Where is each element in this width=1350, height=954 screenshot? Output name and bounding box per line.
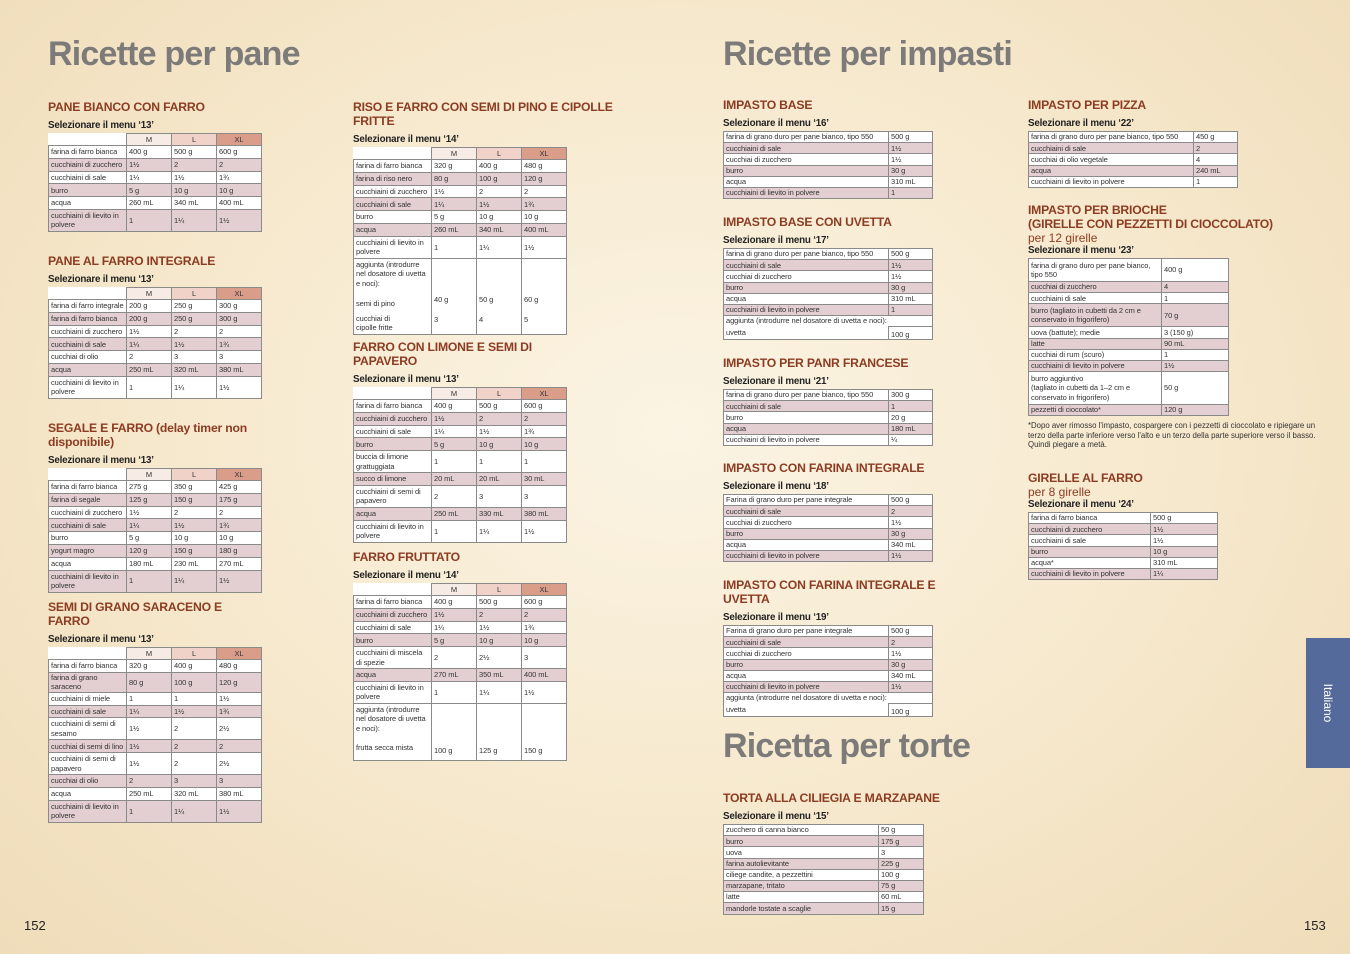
recipe-r2 (48, 254, 263, 399)
menu-label: Selezionare il menu ‘13’ (48, 455, 154, 466)
table-row: latte 60 mL (724, 892, 924, 903)
table-row: cucchiaini di sale 1½ (1029, 535, 1218, 546)
table-row: farina di grano duro per pane bianco, tipo 550 500 g (724, 249, 933, 260)
menu-label: Selezionare il menu ‘17’ (723, 235, 829, 246)
table-row: succo di limone 20 mL 20 mL 30 mL (354, 473, 567, 486)
recipe-table (1028, 512, 1218, 580)
recipe-r1 (48, 100, 263, 232)
menu-label: Selezionare il menu ‘22’ (1028, 118, 1134, 129)
table-row: cucchiaini di sale 1¼ 1½ 1¾ (354, 425, 567, 438)
table-row-extra: uvetta 100 g (724, 704, 933, 717)
menu-label: Selezionare il menu ‘14’ (353, 570, 459, 581)
table-row: acqua 260 mL 340 mL 400 mL (49, 197, 262, 210)
recipe-table (723, 131, 933, 199)
size-l: L (172, 648, 217, 660)
recipe-title: IMPASTO PER BRIOCHE (GIRELLE CON PEZZETTI DI CIOCCOLATO) (1028, 203, 1273, 231)
table-row: burro 10 g (1029, 546, 1218, 557)
table-row: farina di farro integrale 200 g 250 g 300 g (49, 300, 262, 313)
table-row: burro 20 g (724, 412, 933, 423)
table-row: cucchiai di zucchero 1½ (724, 648, 933, 659)
table-row: buccia di limone grattuggiata 1 1 1 (354, 451, 567, 473)
recipe-subtitle: per 8 girelle (1028, 485, 1091, 499)
table-row: acqua 260 mL 340 mL 400 mL (354, 223, 567, 236)
table-row: cucchiaini di zucchero 1½ 2 2 (354, 185, 567, 198)
size-l: L (477, 148, 522, 160)
table-row: cucchiaini di zucchero 1½ 2 2 (354, 412, 567, 425)
table-row: acqua* 310 mL (1029, 557, 1218, 568)
menu-label: Selezionare il menu ‘13’ (48, 120, 154, 131)
recipe-r7 (353, 550, 593, 761)
table-row: pezzetti di cioccolato* 120 g (1029, 405, 1229, 416)
table-row: acqua 340 mL (724, 539, 933, 550)
table-row: cucchiaini di miscela di spezie 2 2½ 3 (354, 647, 567, 669)
table-row: cucchiai di rum (scuro) 1 (1029, 349, 1229, 360)
table-row: cucchiaini di zucchero 1½ 2 2 (354, 608, 567, 621)
menu-label: Selezionare il menu ‘16’ (723, 118, 829, 129)
table-row: cucchiaini di sale 1¼ 1½ 1¾ (49, 519, 262, 532)
size-l: L (172, 134, 217, 146)
language-tab[interactable] (1306, 638, 1350, 768)
size-xl: XL (522, 148, 567, 160)
table-row: burro 30 g (724, 528, 933, 539)
recipe-t1 (723, 791, 983, 915)
recipe-p3 (1028, 471, 1268, 580)
menu-label: Selezionare il menu ‘13’ (48, 634, 154, 645)
table-row: farina di riso nero 80 g 100 g 120 g (354, 172, 567, 185)
recipe-subtitle: per 12 girelle (1028, 231, 1098, 245)
table-row: cucchiaini di zucchero 1½ 2 2 (49, 158, 262, 171)
table-row: burro 30 g (724, 165, 933, 176)
recipe-i2 (723, 215, 983, 340)
size-l: L (172, 469, 217, 481)
table-row: cucchiaini di lievito in polvere 1 1¼ 1½ (354, 681, 567, 703)
recipe-title: TORTA ALLA CILIEGIA E MARZAPANE (723, 791, 940, 805)
table-row: marzapane, tritato 75 g (724, 880, 924, 891)
size-m: M (127, 469, 172, 481)
table-row: cucchiaini di zucchero 1½ 2 2 (49, 506, 262, 519)
table-row: cucchiaini di lievito in polvere 1 1¼ 1½ (49, 570, 262, 592)
table-row: cucchiaini di sale 2 (724, 506, 933, 517)
recipe-r6 (353, 340, 593, 543)
table-row: farina di grano saraceno 80 g 100 g 120 g (49, 672, 262, 692)
menu-label: Selezionare il menu ‘15’ (723, 811, 829, 822)
size-l: L (477, 388, 522, 400)
table-row: cucchiaini di sale 1½ (724, 143, 933, 154)
table-row: Farina di grano duro per pane integrale 500 g (724, 626, 933, 637)
recipe-title: IMPASTO CON FARINA INTEGRALE E UVETTA (723, 578, 936, 606)
recipe-i3 (723, 356, 983, 446)
table-row: ciliege candite, a pezzettini 100 g (724, 869, 924, 880)
size-xl: XL (217, 648, 262, 660)
table-row: acqua 310 mL (724, 293, 933, 304)
table-row: acqua 340 mL (724, 670, 933, 681)
table-row: cucchiaini di lievito in polvere ¼ (724, 434, 933, 445)
recipe-table (1028, 131, 1238, 188)
table-row-extra: aggiunta (introdurre nel dosatore di uvetta e noci): (724, 693, 933, 704)
table-row: cucchiaini di lievito in polvere 1 (724, 187, 933, 198)
page-title-left: Ricette per pane (48, 35, 300, 73)
page-number-right: 153 (1304, 918, 1326, 933)
menu-label: Selezionare il menu ‘24’ (1028, 499, 1134, 510)
table-row-extra: aggiunta (introdurre nel dosatore di uvetta e noci): semi di pino cucchiai di cipolle fritte 40 g 3 50 g 4 60 g 5 (354, 258, 567, 335)
recipe-title: PANE AL FARRO INTEGRALE (48, 254, 216, 268)
recipe-p2 (1028, 203, 1318, 450)
table-row: cucchiai di zucchero 1½ (724, 517, 933, 528)
table-row: cucchiaini di lievito in polvere 1 (1029, 176, 1238, 187)
size-m: M (127, 648, 172, 660)
recipe-table (723, 625, 933, 717)
menu-label: Selezionare il menu ‘13’ (48, 274, 154, 285)
recipe-table (48, 468, 262, 593)
recipe-table (48, 647, 262, 823)
table-row: farina autolievitante 225 g (724, 858, 924, 869)
table-row: cucchiai di zucchero 1½ (724, 271, 933, 282)
table-row: farina di farro bianca 320 g 400 g 480 g (354, 160, 567, 173)
table-row-extra: aggiunta (introdurre nel dosatore di uvetta e noci): (724, 316, 933, 327)
recipe-table (353, 147, 567, 335)
size-m: M (127, 134, 172, 146)
table-row: cucchiaini di lievito in polvere 1 1¼ 1½ (49, 800, 262, 822)
table-row: farina di farro bianca 320 g 400 g 480 g (49, 660, 262, 673)
table-row: cucchiaini di sale 2 (1029, 143, 1238, 154)
table-row: cucchiaini di zucchero 1½ 2 2 (49, 325, 262, 338)
size-xl: XL (217, 288, 262, 300)
table-row: cucchiaini di lievito in polvere 1 1¼ 1½ (354, 236, 567, 258)
recipe-i5 (723, 578, 983, 717)
table-row: farina di grano duro per pane bianco, tipo 550 400 g (1029, 259, 1229, 282)
table-row: cucchiaini di zucchero 1½ (1029, 524, 1218, 535)
menu-label: Selezionare il menu ‘18’ (723, 481, 829, 492)
table-row: burro 5 g 10 g 10 g (49, 532, 262, 545)
table-row: cucchiai di olio vegetale 4 (1029, 154, 1238, 165)
table-row: cucchiaini di lievito in polvere 1 1¼ 1½ (49, 376, 262, 398)
table-row: cucchiaini di sale 1 (1029, 293, 1229, 304)
recipe-title: FARRO CON LIMONE E SEMI DI PAPAVERO (353, 340, 532, 368)
page-title-right: Ricette per impasti (723, 35, 1013, 73)
recipe-title: IMPASTO CON FARINA INTEGRALE (723, 461, 925, 475)
recipe-title: GIRELLE AL FARRO (1028, 471, 1143, 485)
table-row: cucchiaini di lievito in polvere 1 1¼ 1½ (354, 520, 567, 542)
recipe-title: SEGALE E FARRO (delay timer non disponibile) (48, 421, 247, 449)
recipe-title: RISO E FARRO CON SEMI DI PINO E CIPOLLE FRITTE (353, 100, 613, 128)
table-row: cucchiaini di sale 1½ (724, 260, 933, 271)
recipe-title: IMPASTO PER PANR FRANCESE (723, 356, 909, 370)
table-row: cucchiaini di miele 1 1 1½ (49, 692, 262, 705)
table-row: burro 30 g (724, 282, 933, 293)
size-xl: XL (217, 134, 262, 146)
recipe-table (48, 287, 262, 399)
table-row: farina di farro bianca 200 g 250 g 300 g (49, 312, 262, 325)
table-row: Farina di grano duro per pane integrale 500 g (724, 495, 933, 506)
table-row: burro 175 g (724, 836, 924, 847)
menu-label: Selezionare il menu ‘13’ (353, 374, 459, 385)
table-row: burro 30 g (724, 659, 933, 670)
size-l: L (477, 584, 522, 596)
table-row: burro 5 g 10 g 10 g (354, 438, 567, 451)
table-row: uova (battute); medie 3 (150 g) (1029, 327, 1229, 338)
recipe-title: IMPASTO PER PIZZA (1028, 98, 1147, 112)
table-row: acqua 180 mL 230 mL 270 mL (49, 557, 262, 570)
table-row: acqua 270 mL 350 mL 400 mL (354, 669, 567, 682)
size-xl: XL (522, 388, 567, 400)
table-row: cucchiaini di semi di papavero 2 3 3 (354, 485, 567, 507)
size-xl: XL (522, 584, 567, 596)
recipe-note: *Dopo aver rimosso l'impasto, cospargere con i pezzetti di cioccolato e ripiegare un terzo della parte inferiore verso l'alto e un terzo della parte superiore verso il basso. Quindi piegare a metà. (1028, 421, 1316, 450)
recipe-title: IMPASTO BASE CON UVETTA (723, 215, 892, 229)
table-row: cucchiaini di sale 1¼ 1½ 1¾ (49, 705, 262, 718)
table-row: farina di farro bianca 275 g 350 g 425 g (49, 481, 262, 494)
table-row: cucchiaini di lievito in polvere 1½ (1029, 360, 1229, 371)
recipe-table (353, 387, 567, 543)
recipe-title: IMPASTO BASE (723, 98, 813, 112)
table-row: farina di grano duro per pane bianco, tipo 550 300 g (724, 390, 933, 401)
table-row: farina di grano duro per pane bianco, tipo 550 500 g (724, 132, 933, 143)
size-m: M (432, 584, 477, 596)
table-row: cucchiaini di sale 1¼ 1½ 1¾ (49, 338, 262, 351)
recipe-table (723, 248, 933, 340)
table-row: acqua 180 mL (724, 423, 933, 434)
table-row: mandorle tostate a scaglie 15 g (724, 903, 924, 914)
recipe-title: SEMI DI GRANO SARACENO E FARRO (48, 600, 222, 628)
size-xl: XL (217, 469, 262, 481)
table-row: farina di farro bianca 400 g 500 g 600 g (354, 400, 567, 413)
page-number-left: 152 (24, 918, 46, 933)
menu-label: Selezionare il menu ‘14’ (353, 134, 459, 145)
table-row: zucchero di canna bianco 50 g (724, 825, 924, 836)
table-row: cucchiaini di lievito in polvere 1½ (724, 550, 933, 561)
table-row: cucchiai di zucchero 1½ (724, 154, 933, 165)
recipe-table (723, 389, 933, 446)
language-tab-label: Italiano (1321, 683, 1335, 723)
table-row: acqua 250 mL 330 mL 380 mL (354, 507, 567, 520)
recipe-table (353, 583, 567, 761)
size-m: M (432, 148, 477, 160)
table-row: farina di farro bianca 400 g 500 g 600 g (354, 596, 567, 609)
table-row: cucchiaini di lievito in polvere 1¼ (1029, 568, 1218, 579)
table-row: farina di segale 125 g 150 g 175 g (49, 493, 262, 506)
table-row: cucchiai di zucchero 4 (1029, 282, 1229, 293)
table-row: cucchiaini di sale 1¼ 1½ 1¾ (354, 621, 567, 634)
table-row: burro 5 g 10 g 10 g (49, 184, 262, 197)
table-row-extra: uvetta 100 g (724, 327, 933, 340)
size-l: L (172, 288, 217, 300)
menu-label: Selezionare il menu ‘19’ (723, 612, 829, 623)
recipe-r5 (353, 100, 643, 335)
table-row: yogurt magro 120 g 150 g 180 g (49, 544, 262, 557)
recipe-r3 (48, 421, 308, 593)
recipe-r4 (48, 600, 263, 823)
page-title-torte: Ricetta per torte (723, 727, 971, 765)
table-row: cucchiaini di lievito in polvere 1 (724, 304, 933, 315)
size-m: M (127, 288, 172, 300)
recipe-p1 (1028, 98, 1268, 188)
recipe-title: FARRO FRUTTATO (353, 550, 460, 564)
recipe-table (1028, 258, 1229, 416)
table-row: farina di farro bianca 400 g 500 g 600 g (49, 146, 262, 159)
table-row: cucchiai di semi di lino 1½ 2 2 (49, 740, 262, 753)
table-row: burro aggiuntivo (tagliato in cubetti da 1–2 cm e conservato in frigorifero) 50 g (1029, 372, 1229, 405)
table-row: farina di farro bianca 500 g (1029, 513, 1218, 524)
table-row: acqua 250 mL 320 mL 380 mL (49, 363, 262, 376)
recipe-table (48, 133, 262, 232)
recipe-i1 (723, 98, 983, 199)
table-row: cucchiai di olio 2 3 3 (49, 775, 262, 788)
table-row: burro 5 g 10 g 10 g (354, 634, 567, 647)
table-row: burro (tagliato in cubetti da 2 cm e conservato in frigorifero) 70 g (1029, 304, 1229, 327)
recipe-table (723, 824, 924, 915)
table-row-extra: aggiunta (introdurre nel dosatore di uvetta e noci): frutta secca mista 100 g 125 g 150 g (354, 703, 567, 760)
size-m: M (432, 388, 477, 400)
table-row: acqua 310 mL (724, 176, 933, 187)
table-row: burro 5 g 10 g 10 g (354, 211, 567, 224)
menu-label: Selezionare il menu ‘21’ (723, 376, 829, 387)
table-row: cucchiaini di semi di sesamo 1½ 2 2½ (49, 718, 262, 740)
table-row: acqua 250 mL 320 mL 380 mL (49, 787, 262, 800)
table-row: cucchiai di olio 2 3 3 (49, 351, 262, 364)
recipe-table (723, 494, 933, 562)
table-row: farina di grano duro per pane bianco, tipo 550 450 g (1029, 132, 1238, 143)
table-row: cucchiaini di sale 1¼ 1½ 1¾ (49, 171, 262, 184)
table-row: cucchiaini di sale 2 (724, 637, 933, 648)
table-row: cucchiaini di sale 1 (724, 401, 933, 412)
recipe-i4 (723, 461, 983, 562)
table-row: cucchiaini di lievito in polvere 1½ (724, 681, 933, 692)
table-row: acqua 240 mL (1029, 165, 1238, 176)
menu-label: Selezionare il menu ‘23’ (1028, 245, 1134, 256)
table-row: cucchiaini di lievito in polvere 1 1¼ 1½ (49, 209, 262, 231)
table-row: uova 3 (724, 847, 924, 858)
table-row: latte 90 mL (1029, 338, 1229, 349)
recipe-title: PANE BIANCO CON FARRO (48, 100, 205, 114)
table-row: cucchiaini di semi di papavero 1½ 2 2½ (49, 753, 262, 775)
table-row: cucchiaini di sale 1¼ 1½ 1¾ (354, 198, 567, 211)
